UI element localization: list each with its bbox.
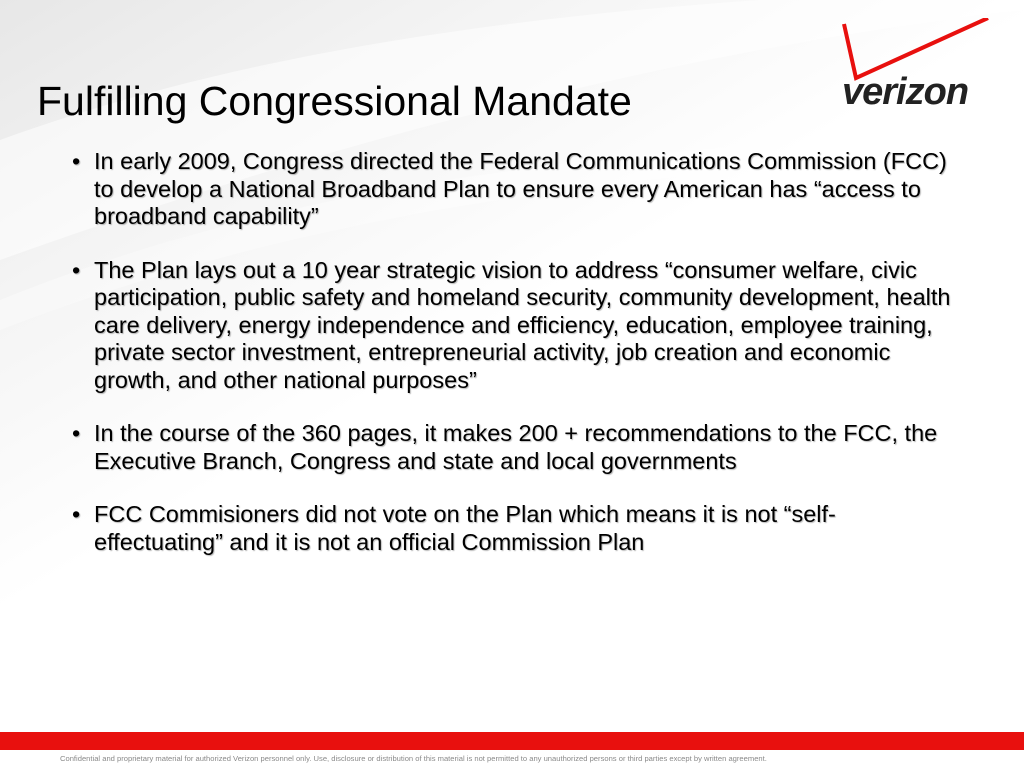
bullet-item [72, 501, 964, 556]
verizon-check-mark [844, 18, 988, 78]
bullet-marker: • [72, 501, 81, 527]
bullet-marker: • [72, 256, 81, 283]
bullet-marker: • [72, 148, 81, 174]
red-footer-bar [0, 732, 1024, 750]
bullet-text: In early 2009, Congress directed the Federal Communications Commission (FCC) to develop a National Broadband Plan to ensure every American has “access to broadband capability” [94, 148, 947, 229]
bullet-item [72, 148, 964, 231]
bullet-item [72, 420, 964, 475]
bullet-text: FCC Commisioners did not vote on the Plan which means it is not “self-effectuating” and it is not an official Commission Plan [94, 501, 836, 555]
confidentiality-notice: Confidential and proprietary material for authorized Verizon personnel only. Use, disclosure or distribution of this material is not permitted to any unauthorized persons or third parties except by written agreement. [60, 754, 767, 763]
bullet-item [72, 257, 964, 395]
bullet-text: The Plan lays out a 10 year strategic vision to address “consumer welfare, civic participation, public safety and homeland security, community development, health care delivery, energy independence and efficiency, education, employee training, private sector investment, entrepreneurial activity, job creation and economic growth, and other national purposes” [94, 256, 951, 393]
verizon-logo [836, 18, 996, 118]
bullet-text: In the course of the 360 pages, it makes 200 + recommendations to the FCC, the Executive Branch, Congress and state and local governments [94, 420, 938, 474]
verizon-logo-text: verizon [842, 71, 969, 113]
footer [0, 750, 1024, 768]
bullet-marker: • [72, 420, 81, 446]
bullet-list [72, 148, 964, 582]
slide-title: Fulfilling Congressional Mandate [37, 78, 632, 124]
